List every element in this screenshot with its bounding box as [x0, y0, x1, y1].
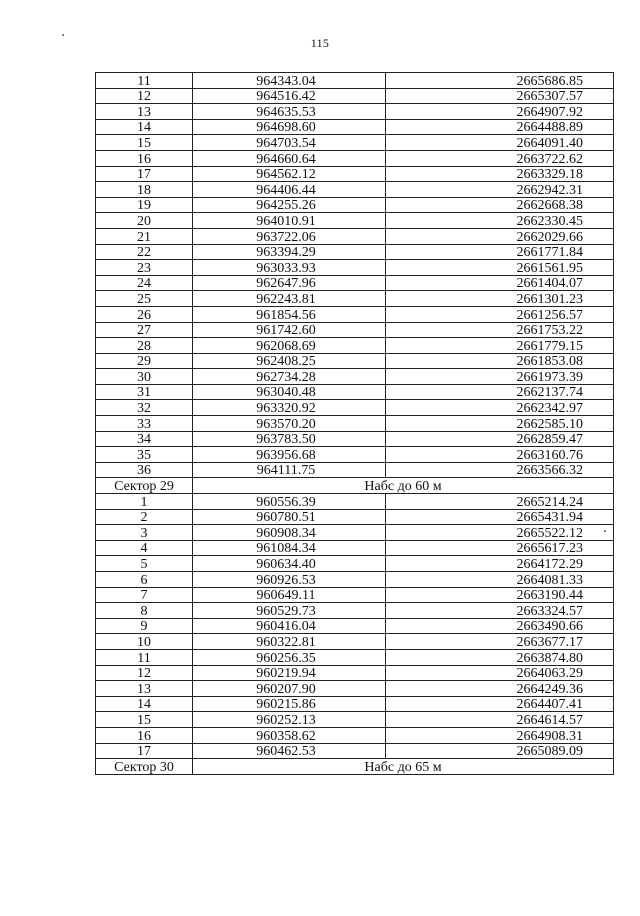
y-coordinate-cell: 2662342.97 — [386, 400, 614, 416]
point-number-cell: 17 — [96, 166, 193, 182]
sector-header-row — [96, 478, 614, 494]
y-coordinate-cell: 2664908.31 — [386, 727, 614, 743]
x-coordinate-cell: 964660.64 — [193, 150, 386, 166]
y-coordinate-cell: 2661301.23 — [386, 291, 614, 307]
table-row — [96, 618, 614, 634]
table-row — [96, 135, 614, 151]
x-coordinate-cell: 960219.94 — [193, 665, 386, 681]
y-coordinate-cell: 2661771.84 — [386, 244, 614, 260]
y-coordinate-cell: 2663490.66 — [386, 618, 614, 634]
point-number-cell: 12 — [96, 88, 193, 104]
point-number-cell: 34 — [96, 431, 193, 447]
y-coordinate-cell: 2665214.24 — [386, 494, 614, 510]
y-coordinate-cell: 2661561.95 — [386, 260, 614, 276]
sector-header-row — [96, 759, 614, 775]
point-number-cell: 19 — [96, 197, 193, 213]
point-number-cell: 13 — [96, 104, 193, 120]
table-row — [96, 447, 614, 463]
table-row — [96, 494, 614, 510]
y-coordinate-cell: 2663190.44 — [386, 587, 614, 603]
y-coordinate-cell: 2663329.18 — [386, 166, 614, 182]
y-coordinate-cell: 2665522.12 — [386, 525, 614, 541]
y-coordinate-cell: 2662942.31 — [386, 182, 614, 198]
x-coordinate-cell: 963570.20 — [193, 416, 386, 432]
table-row — [96, 197, 614, 213]
x-coordinate-cell: 960256.35 — [193, 649, 386, 665]
point-number-cell: 25 — [96, 291, 193, 307]
table-row — [96, 603, 614, 619]
table-row — [96, 587, 614, 603]
y-coordinate-cell: 2665431.94 — [386, 509, 614, 525]
table-row — [96, 665, 614, 681]
table-row — [96, 634, 614, 650]
table-row — [96, 727, 614, 743]
table-row — [96, 322, 614, 338]
y-coordinate-cell: 2665686.85 — [386, 73, 614, 89]
point-number-cell: 8 — [96, 603, 193, 619]
y-coordinate-cell: 2663874.80 — [386, 649, 614, 665]
point-number-cell: 24 — [96, 275, 193, 291]
x-coordinate-cell: 960416.04 — [193, 618, 386, 634]
x-coordinate-cell: 960926.53 — [193, 572, 386, 588]
x-coordinate-cell: 964635.53 — [193, 104, 386, 120]
x-coordinate-cell: 962647.96 — [193, 275, 386, 291]
x-coordinate-cell: 963033.93 — [193, 260, 386, 276]
y-coordinate-cell: 2664172.29 — [386, 556, 614, 572]
y-coordinate-cell: 2661853.08 — [386, 353, 614, 369]
sector-label: Сектор 30 — [96, 759, 193, 775]
table-row — [96, 244, 614, 260]
table-row — [96, 556, 614, 572]
x-coordinate-cell: 960556.39 — [193, 494, 386, 510]
y-coordinate-cell: 2662668.38 — [386, 197, 614, 213]
table-row — [96, 649, 614, 665]
x-coordinate-cell: 960649.11 — [193, 587, 386, 603]
point-number-cell: 3 — [96, 525, 193, 541]
x-coordinate-cell: 963320.92 — [193, 400, 386, 416]
x-coordinate-cell: 964255.26 — [193, 197, 386, 213]
table-row — [96, 73, 614, 89]
sector-height-note: Набс до 65 м — [193, 759, 614, 775]
point-number-cell: 36 — [96, 462, 193, 478]
y-coordinate-cell: 2661256.57 — [386, 306, 614, 322]
table-row — [96, 369, 614, 385]
point-number-cell: 16 — [96, 150, 193, 166]
x-coordinate-cell: 964516.42 — [193, 88, 386, 104]
point-number-cell: 14 — [96, 119, 193, 135]
point-number-cell: 12 — [96, 665, 193, 681]
point-number-cell: 17 — [96, 743, 193, 759]
y-coordinate-cell: 2664249.36 — [386, 681, 614, 697]
y-coordinate-cell: 2663677.17 — [386, 634, 614, 650]
table-row — [96, 306, 614, 322]
table-row — [96, 384, 614, 400]
point-number-cell: 21 — [96, 228, 193, 244]
x-coordinate-cell: 962408.25 — [193, 353, 386, 369]
point-number-cell: 26 — [96, 306, 193, 322]
table-row — [96, 696, 614, 712]
table-row — [96, 228, 614, 244]
point-number-cell: 30 — [96, 369, 193, 385]
point-number-cell: 10 — [96, 634, 193, 650]
point-number-cell: 27 — [96, 322, 193, 338]
x-coordinate-cell: 964406.44 — [193, 182, 386, 198]
x-coordinate-cell: 960207.90 — [193, 681, 386, 697]
y-coordinate-cell: 2664091.40 — [386, 135, 614, 151]
x-coordinate-cell: 964010.91 — [193, 213, 386, 229]
x-coordinate-cell: 960908.34 — [193, 525, 386, 541]
x-coordinate-cell: 964562.12 — [193, 166, 386, 182]
table-row — [96, 540, 614, 556]
x-coordinate-cell: 960358.62 — [193, 727, 386, 743]
point-number-cell: 2 — [96, 509, 193, 525]
table-row — [96, 712, 614, 728]
x-coordinate-cell: 964343.04 — [193, 73, 386, 89]
point-number-cell: 33 — [96, 416, 193, 432]
table-row — [96, 260, 614, 276]
x-coordinate-cell: 960780.51 — [193, 509, 386, 525]
point-number-cell: 15 — [96, 712, 193, 728]
y-coordinate-cell: 2661404.07 — [386, 275, 614, 291]
table-row — [96, 431, 614, 447]
y-coordinate-cell: 2665617.23 — [386, 540, 614, 556]
point-number-cell: 6 — [96, 572, 193, 588]
table-row — [96, 275, 614, 291]
y-coordinate-cell: 2664407.41 — [386, 696, 614, 712]
table-row — [96, 166, 614, 182]
table-row — [96, 400, 614, 416]
point-number-cell: 35 — [96, 447, 193, 463]
y-coordinate-cell: 2663160.76 — [386, 447, 614, 463]
point-number-cell: 20 — [96, 213, 193, 229]
x-coordinate-cell: 961084.34 — [193, 540, 386, 556]
x-coordinate-cell: 963956.68 — [193, 447, 386, 463]
x-coordinate-cell: 964698.60 — [193, 119, 386, 135]
x-coordinate-cell: 962734.28 — [193, 369, 386, 385]
point-number-cell: 32 — [96, 400, 193, 416]
table-row — [96, 509, 614, 525]
x-coordinate-cell: 960215.86 — [193, 696, 386, 712]
y-coordinate-cell: 2664614.57 — [386, 712, 614, 728]
table-row — [96, 182, 614, 198]
x-coordinate-cell: 963040.48 — [193, 384, 386, 400]
sector-height-note: Набс до 60 м — [193, 478, 614, 494]
y-coordinate-cell: 2662859.47 — [386, 431, 614, 447]
point-number-cell: 14 — [96, 696, 193, 712]
point-number-cell: 28 — [96, 338, 193, 354]
table-row — [96, 743, 614, 759]
y-coordinate-cell: 2662585.10 — [386, 416, 614, 432]
x-coordinate-cell: 962243.81 — [193, 291, 386, 307]
point-number-cell: 22 — [96, 244, 193, 260]
y-coordinate-cell: 2664063.29 — [386, 665, 614, 681]
x-coordinate-cell: 963394.29 — [193, 244, 386, 260]
x-coordinate-cell: 960634.40 — [193, 556, 386, 572]
point-number-cell: 4 — [96, 540, 193, 556]
point-number-cell: 15 — [96, 135, 193, 151]
x-coordinate-cell: 960529.73 — [193, 603, 386, 619]
point-number-cell: 11 — [96, 649, 193, 665]
y-coordinate-cell: 2664907.92 — [386, 104, 614, 120]
y-coordinate-cell: 2663566.32 — [386, 462, 614, 478]
table-row — [96, 291, 614, 307]
x-coordinate-cell: 963722.06 — [193, 228, 386, 244]
x-coordinate-cell: 960462.53 — [193, 743, 386, 759]
point-number-cell: 23 — [96, 260, 193, 276]
coordinates-table — [95, 72, 614, 775]
x-coordinate-cell: 960252.13 — [193, 712, 386, 728]
table-row — [96, 119, 614, 135]
sector-label: Сектор 29 — [96, 478, 193, 494]
point-number-cell: 7 — [96, 587, 193, 603]
y-coordinate-cell: 2661973.39 — [386, 369, 614, 385]
table-row — [96, 462, 614, 478]
y-coordinate-cell: 2663324.57 — [386, 603, 614, 619]
y-coordinate-cell: 2661753.22 — [386, 322, 614, 338]
point-number-cell: 9 — [96, 618, 193, 634]
point-number-cell: 5 — [96, 556, 193, 572]
x-coordinate-cell: 964703.54 — [193, 135, 386, 151]
table-row — [96, 88, 614, 104]
y-coordinate-cell: 2663722.62 — [386, 150, 614, 166]
table-row — [96, 525, 614, 541]
point-number-cell: 18 — [96, 182, 193, 198]
table-row — [96, 681, 614, 697]
y-coordinate-cell: 2665307.57 — [386, 88, 614, 104]
table-row — [96, 353, 614, 369]
page-number: 115 — [310, 36, 330, 50]
x-coordinate-cell: 961742.60 — [193, 322, 386, 338]
x-coordinate-cell: 964111.75 — [193, 462, 386, 478]
point-number-cell: 31 — [96, 384, 193, 400]
table-row — [96, 416, 614, 432]
table-row — [96, 572, 614, 588]
table-row — [96, 338, 614, 354]
y-coordinate-cell: 2662029.66 — [386, 228, 614, 244]
point-number-cell: 16 — [96, 727, 193, 743]
point-number-cell: 1 — [96, 494, 193, 510]
coordinates-table-body — [96, 73, 614, 775]
y-coordinate-cell: 2661779.15 — [386, 338, 614, 354]
y-coordinate-cell: 2662330.45 — [386, 213, 614, 229]
x-coordinate-cell: 960322.81 — [193, 634, 386, 650]
y-coordinate-cell: 2664488.89 — [386, 119, 614, 135]
point-number-cell: 11 — [96, 73, 193, 89]
table-row — [96, 104, 614, 120]
y-coordinate-cell: 2662137.74 — [386, 384, 614, 400]
table-row — [96, 213, 614, 229]
x-coordinate-cell: 961854.56 — [193, 306, 386, 322]
y-coordinate-cell: 2664081.33 — [386, 572, 614, 588]
y-coordinate-cell: 2665089.09 — [386, 743, 614, 759]
point-number-cell: 29 — [96, 353, 193, 369]
scan-speck — [62, 34, 64, 36]
x-coordinate-cell: 962068.69 — [193, 338, 386, 354]
point-number-cell: 13 — [96, 681, 193, 697]
x-coordinate-cell: 963783.50 — [193, 431, 386, 447]
table-row — [96, 150, 614, 166]
